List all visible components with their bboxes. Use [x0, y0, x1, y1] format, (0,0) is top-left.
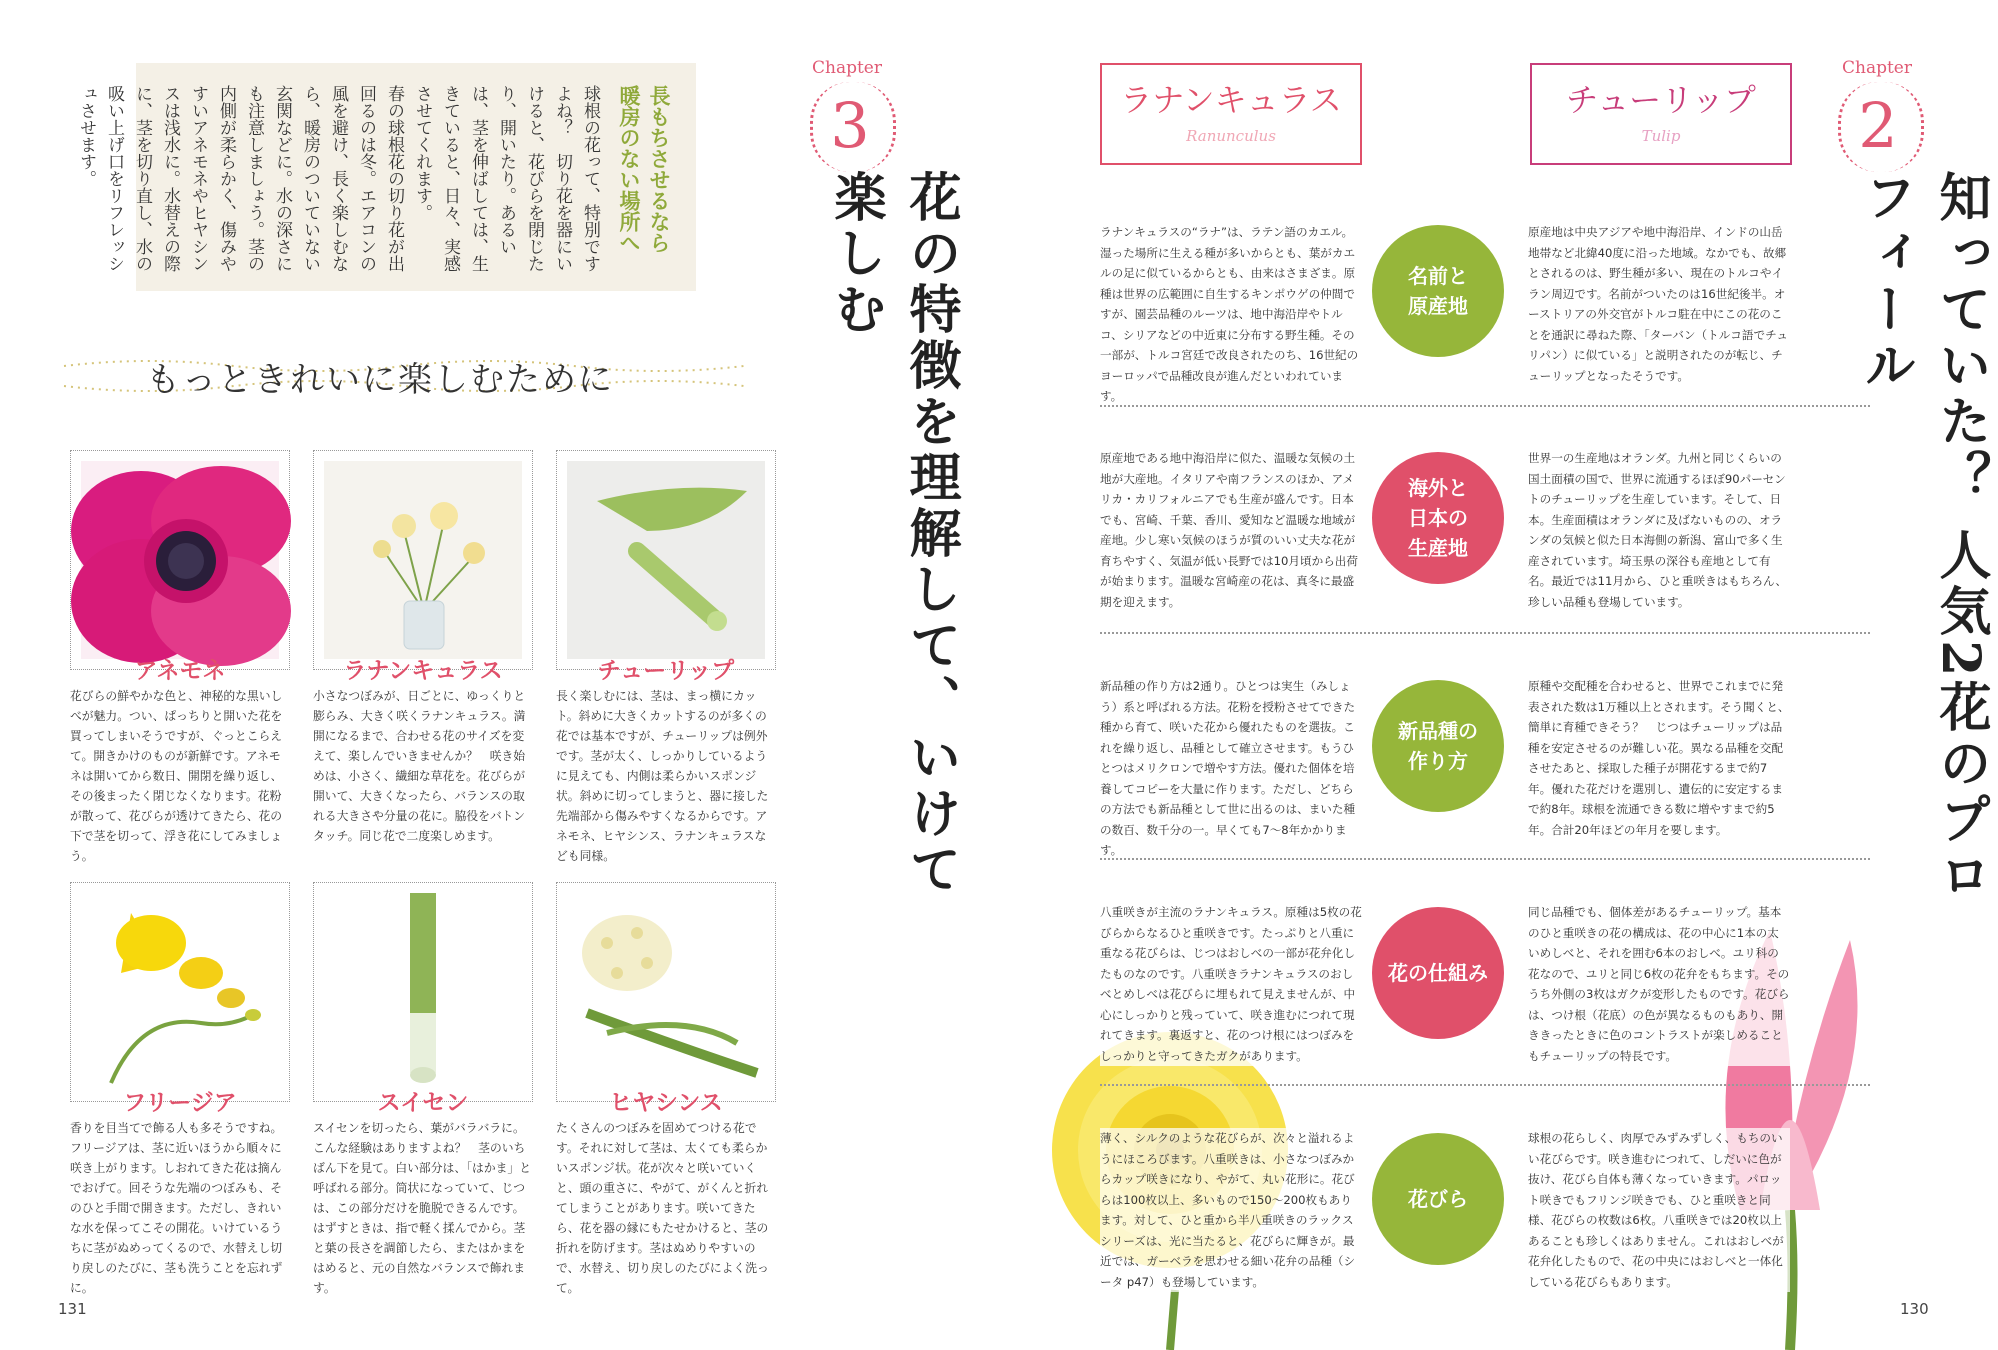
storage-tip-box: [76, 63, 696, 291]
narcissus-photo: [313, 882, 533, 1102]
tulip-header-en: Tulip: [1641, 127, 1681, 145]
freesia-photo: [70, 882, 290, 1102]
narcissus-image: [324, 893, 522, 1091]
ranunculus-structure-text: 八重咲きが主流のラナンキュラス。原種は5枚の花びらからなるひと重咲きです。たっぷりと八重に重なる花びらは、じつはおしべの一部が花弁化したものなのです。八重咲きラナンキュラスのおしべとめしべは花びらに埋もれて見えませんが、中心にしっかりと残っていて、咲き進むにつれて現れてきます。裏返すと、花のつけ根にはつぼみをしっかりと守ってきたガクがあります。: [1100, 902, 1362, 1066]
chapter2-title: 知っていた？ 人気2花のプロフィール: [1855, 170, 1991, 905]
ranunculus-production-text: 原産地である地中海沿岸に似た、温暖な気候の土地が大産地。イタリアや南フランスのほか、アメリカ・カリフォルニアでも生産が盛んです。日本でも、宮崎、千葉、香川、愛知など温暖な地域が産地。少し寒い気候のほうが質のいい丈夫な花が育ちやすく、気温が低い長野では10月頃から出荷が始まります。温暖な宮崎産の花は、真冬に最盛期を迎えます。: [1100, 451, 1358, 609]
tulip-structure-text: 同じ品種でも、個体差があるチューリップ。基本のひと重咲きの花の構成は、花の中心に1本の太いめしべと、それを囲む6本のおしべ。ユリ科の花なので、ユリと同じ6枚の花弁をもちます。そのうち外側の3枚はガクが変形したものです。花びらは、つけ根（花底）の色が異なるものもあり、開ききったときに色のコントラストが楽しめることもチューリップの特長です。: [1528, 902, 1790, 1066]
ranunculus-origin-text: ラナンキュラスの“ラナ”は、ラテン語のカエル。湿った場所に生える種が多いからとも、葉がカエルの足に似ているからとも、由来はさまざま。原種は世界の広範囲に自生するキンポウゲの仲間ですが、園芸品種のルーツは、地中海沿岸やトルコ、シリアなどの中近東に分布する野生種。その一部が、トルコ宮廷で改良されたのち、16世紀のヨーロッパで品種改良が進んだといわれています。: [1100, 225, 1359, 403]
hyacinth-image: [567, 893, 765, 1091]
row-divider: [1100, 1084, 1870, 1086]
breeding-circle-label: 新品種の 作り方: [1372, 680, 1504, 812]
ranunculus-vase-image: [324, 461, 522, 659]
card-text-hyacinth: たくさんのつぼみを固めてつける花です。それに対して茎は、太くても柔らかいスポンジ状。花が次々と咲いていくと、頭の重さに、やがて、がくんと折れてしまうことがあります。咲いてきたら、花を器の縁にもたせかけると、茎の折れを防げます。茎はぬめりやすいので、水替え、切り戻しのたびによく洗って。: [556, 1121, 769, 1295]
ranunculus-petals-text: 薄く、シルクのような花びらが、次々と溢れるようにほころびます。八重咲きは、小さなつぼみからカップ咲きになり、やがて、丸い花形に。花びらは100枚以上、多いもので150〜200枚もあります。対して、ひと重から半八重咲きのラックスシリーズは、光に当たると、花びらに輝きが。最近では、ガーベラを思わせる細い花弁の品種（シータ p47）も登場しています。: [1100, 1128, 1362, 1292]
storage-tip-body: 球根の花って、特別ですよね？ 切り花を器にいけると、花びらを閉じたり、開いたり。あるいは、茎を伸ばしては、生きていると、日々、実感させてくれます。 春の球根花の切り花が出回るのは冬。エアコンの風を避け、長く楽しむなら、暖房のついていない玄関などに。水の深さにも注意しましょう。茎の内側が柔らかく、傷みやすいアネモネやヒヤシンスは浅水に。水替えの際に、茎を切り直し、水の吸い上げ口をリフレッシュさせます。: [76, 85, 600, 272]
storage-tip-title: 長もちさせるなら 暖房のない場所へ: [617, 85, 671, 253]
section-heading: もっときれいに楽しむために: [146, 360, 614, 400]
ranunculus-header-en: Ranunculus: [1186, 127, 1276, 145]
card-name-ranunculus: ラナンキュラス: [343, 658, 503, 684]
tulip-stem-photo: [556, 450, 776, 670]
chapter3-label: Chapter: [812, 58, 882, 78]
origin-circle-label: 名前と 原産地: [1372, 225, 1504, 357]
freesia-image: [81, 893, 279, 1091]
card-text-anemone: 花びらの鮮やかな色と、神秘的な黒いしべが魅力。つい、ぱっちりと開いた花を買ってしまいそうですが、ぐっとこらえて。開きかけのものが新鮮です。アネモネは開いてから数日、開閉を繰り返し、その後まったく閉じなくなります。花粉が散って、花びらが透けてきたら、花の下で茎を切って、浮き花にしてみましょう。: [70, 689, 283, 863]
chapter3-title: 花の特徴を理解して、いけて楽しむ: [825, 170, 961, 898]
chapter3-number: 3: [830, 89, 870, 162]
ranunculus-header-jp: ラナンキュラス: [1120, 81, 1342, 119]
ranunculus-breeding-text: 新品種の作り方は2通り。ひとつは実生（みしょう）系と呼ばれる方法。花粉を授粉させてできた種から育て、咲いた花から優れたものを選抜。これを繰り返し、品種として確立させます。もうひとつはメリクロンで増やす方法。優れた個体を培養してコピーを大量に作ります。ただし、どちらの方法でも新品種として世に出るのは、まいた種の数百、数千分の一。早くても7〜8年かかります。: [1100, 679, 1356, 857]
tulip-petals-text: 球根の花らしく、肉厚でみずみずしく、もちのいい花びらです。咲き進むにつれて、しだいに色が抜け、花びら自体も薄くなっていきます。パロット咲きでもフリンジ咲きでも、ひと重咲きと同様、花びらの枚数は6枚。八重咲きでは20枚以上あることも珍しくはありません。これはおしべが花弁化したもので、花の中央にはおしべと一体化している花びらもあります。: [1528, 1128, 1790, 1292]
card-name-freesia: フリージア: [123, 1090, 237, 1116]
hyacinth-photo: [556, 882, 776, 1102]
tulip-header-jp: チューリップ: [1566, 81, 1756, 119]
petals-circle-label: 花びら: [1372, 1133, 1504, 1265]
production-circle-label: 海外と 日本の 生産地: [1372, 452, 1504, 584]
card-text-tulip: 長く楽しむには、茎は、まっ横にカット。斜めに大きくカットするのが多くの花では基本ですが、チューリップは例外です。茎が太く、しっかりしているように見えても、内側は柔らかいスポンジ状。斜めに切ってしまうと、器に接した先端部から傷みやすくなるからです。アネモネ、ヒヤシンス、ラナンキュラスなども同様。: [556, 689, 769, 863]
chapter2-number: 2: [1858, 89, 1898, 162]
tulip-header: [1530, 63, 1792, 165]
card-name-hyacinth: ヒヤシンス: [609, 1090, 723, 1116]
card-text-narcissus: スイセンを切ったら、葉がバラバラに。こんな経験はありますよね？ 茎のいちばん下を見て。白い部分は、「はかま」と呼ばれる部分。筒状になっていて、じつは、この部分だけを脆脱できるんです。はずすときは、指で軽く揉んでから。茎と葉の長さを調節したら、またはかまをはめると、元の自然なバランスで飾れます。: [313, 1121, 532, 1295]
tulip-stem-image: [567, 461, 765, 659]
ranunculus-header: [1100, 63, 1362, 165]
anemone-image: [81, 461, 279, 659]
anemone-photo: [70, 450, 290, 670]
card-name-anemone: アネモネ: [134, 658, 226, 684]
card-text-freesia: 香りを目当てで飾る人も多そうですね。フリージアは、茎に近いほうから順々に咲き上がります。しおれてきた花は摘んでおげて。回そうな先端のつぼみも、そのひと手間で開きます。ただし、きれいな水を保ってこその開花。いけているうちに茎がぬめってくるので、水替えし切り戻しのたびに、茎も洗うことを忘れずに。: [70, 1121, 283, 1295]
tulip-origin-text: 原産地は中央アジアや地中海沿岸、インドの山岳地帯など北緯40度に沿った地域。なかでも、故郷とされるのは、野生種が多い、現在のトルコやイラン周辺です。名前がついたのは16世紀後半。オーストリアの外交官がトルコ駐在中にこの花のことを通訳に尋ねた際、「ターバン（トルコ語でチュリパン）に似ている」と説明されたのが転じ、チューリップとなったそうです。: [1528, 225, 1788, 383]
tulip-production-text: 世界一の生産地はオランダ。九州と同じくらいの国土面積の国で、世界に流通するほぼ90パーセントのチューリップを生産しています。そして、日本。生産面積はオランダに及ばないものの、オランダの気候と似た日本海側の新潟、富山で多く生産されています。埼玉県の深谷も産地として有名。最近では11月から、ひと重咲きはもちろん、珍しい品種も登場しています。: [1528, 451, 1787, 609]
ranunculus-vase-photo: [313, 450, 533, 670]
chapter2-label: Chapter: [1842, 58, 1912, 78]
card-name-tulip: チューリップ: [597, 658, 735, 684]
structure-circle-label: 花の仕組み: [1372, 907, 1504, 1039]
card-name-narcissus: スイセン: [377, 1090, 469, 1116]
tulip-breeding-text: 原種や交配種を合わせると、世界でこれまでに発表された数は1万種以上とされます。そう聞くと、簡単に育種できそう？ じつはチューリップは品種を安定させるのが難しい花。異なる品種を交配させたあと、採取した種子が開花するまで約7年。優れた花だけを選別し、遺伝的に安定するまで約8年。球根を流通できる数に増やすまで約5年。合計20年ほどの年月を要します。: [1528, 679, 1790, 837]
card-text-ranunculus: 小さなつぼみが、日ごとに、ゆっくりと膨らみ、大きく咲くラナンキュラス。満開になるまで、合わせる花のサイズを変えて、楽しんでいきませんか？ 咲き始めは、小さく、繊細な草花を。花びらが開いて、大きくなったら、バランスの取れる大きさや分量の花に。脇役をバトンタッチ。同じ花で二度楽しめます。: [313, 689, 526, 843]
page-number-right: 130: [1900, 1300, 1929, 1318]
row-divider: [1100, 632, 1870, 634]
page-number-left: 131: [58, 1300, 87, 1318]
